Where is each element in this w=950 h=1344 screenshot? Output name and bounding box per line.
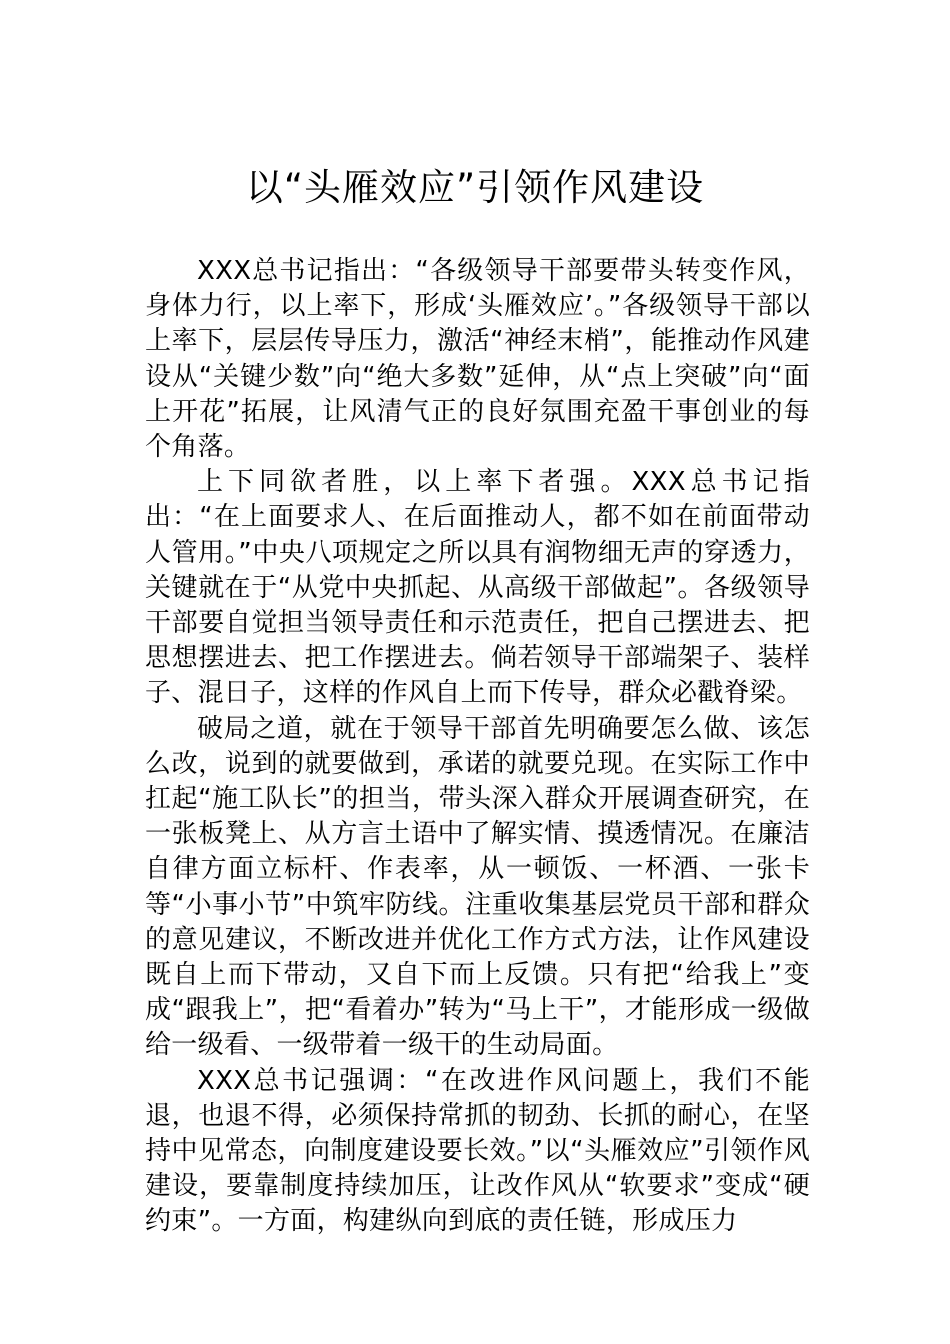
paragraph-2: 上下同欲者胜，以上率下者强。XXX总书记指出：“在上面要求人、在后面推动人，都不如在前面带动人管用。”中央八项规定之所以具有润物细无声的穿透力，关键就在于“从党中央抓起、从高级干部做起”。各级领导干部要自觉担当领导责任和示范责任，把自己摆进去、把思想摆进去、把工作摆进去。倘若领导干部端架子、装样子、混日子，这样的作风自上而下传导，群众必戳脊梁。: [145, 467, 810, 709]
document-title: 以“头雁效应”引领作风建设: [245, 166, 705, 209]
paragraph-1: XXX总书记指出：“各级领导干部要带头转变作风，身体力行，以上率下，形成‘头雁效应’。”各级领导干部以上率下，层层传导压力，激活“神经末梢”，能推动作风建设从“关键少数”向“绝大多数”延伸，从“点上突破”向“面上开花”拓展，让风清气正的良好氛围充盈干事创业的每个角落。: [145, 256, 810, 463]
paragraph-4: XXX总书记强调：“在改进作风问题上，我们不能退，也退不得，必须保持常抓的韧劲、长抓的耐心，在坚持中见常态，向制度建设要长效。”以“头雁效应”引领作风建设，要靠制度持续加压，让改作风从“软要求”变成“硬约束”。一方面，构建纵向到底的责任链，形成压力: [145, 1065, 810, 1237]
document-body: [145, 254, 810, 1240]
paragraph-3: 破局之道，就在于领导干部首先明确要怎么做、该怎么改，说到的就要做到，承诺的就要兑现。在实际工作中扛起“施工队长”的担当，带头深入群众开展调查研究，在一张板凳上、从方言土语中了解实情、摸透情况。在廉洁自律方面立标杆、作表率，从一顿饭、一杯酒、一张卡等“小事小节”中筑牢防线。注重收集基层党员干部和群众的意见建议，不断改进并优化工作方式方法，让作风建设既自上而下带动，又自下而上反馈。只有把“给我上”变成“跟我上”，把“看着办”转为“马上干”，才能形成一级做给一级看、一级带着一级干的生动局面。: [145, 713, 810, 1061]
